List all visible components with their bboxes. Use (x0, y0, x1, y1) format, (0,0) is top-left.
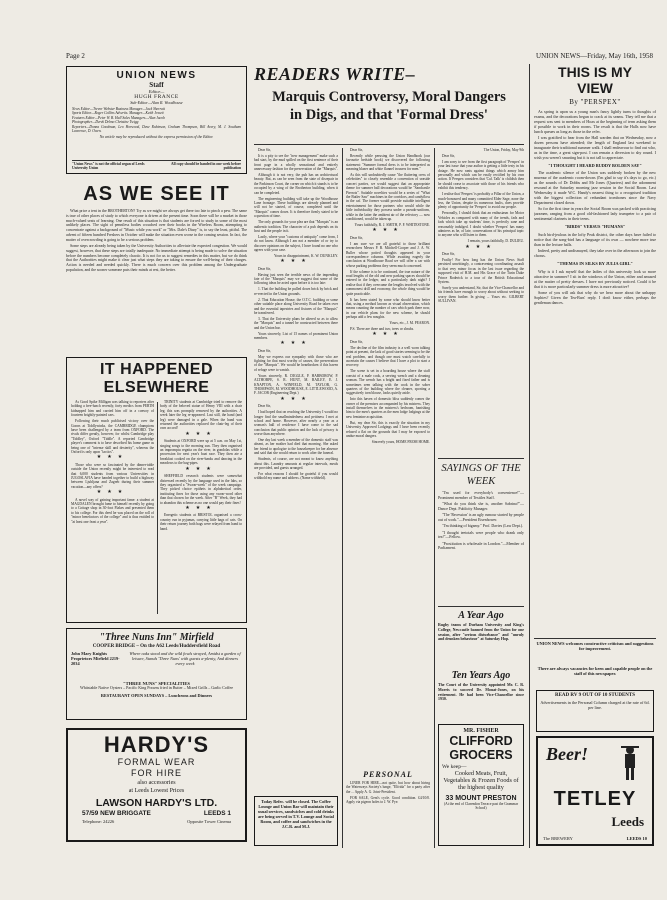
year-ago-text: Rugby teams of Durham University and King's College, Newcastle banned from the Union for one session, after "serious disturbance" and "unruly and drunken behaviour" at Saturday Hop. (438, 623, 524, 642)
grocer-items: Cooked Meats, Fruit, Vegetables & Frozen Foods of the highest quality (443, 770, 519, 792)
star-divider: ★★★ (372, 228, 404, 234)
hardys-phone-row (72, 819, 241, 827)
read-by-title: READ RV 9 OUT OF 10 STUDENTS (554, 693, 636, 698)
perspex-paragraph: Some of you will ask that why do we hear more about the unhappy Sophies? Given the Tea-Bars' reply. I don't know either, perhaps the gentleman dances. (534, 290, 656, 305)
letter-paragraph: As this will undoubtedly cause "the fluttering cress of celebrities" to closely resemble a convention of seaside concert parties, we would suggest that an appropriate theme for summer ball decorations would be "Sandcastle Pierrots". Suitable novelties would be a series of "What the Butler Saw" machines in the corridors, and candyfloss in the caf. The former would provide suitable intelligent entertainment for those partners who would while the little individuality they possess under a pseudo-uniform, while in the latter the ambient air of the refectory — now conditioned, would be taken up. (346, 173, 430, 222)
hardys-address: 57/59 NEW BRIGGATE (82, 810, 151, 817)
section-rule (534, 638, 656, 639)
grocer-address: 33 MOUNT PRESTON (445, 794, 517, 802)
letter-signature: Yours sincerely, List of 15 names of prominent Union members. (254, 331, 338, 340)
beer-script: Beer! (546, 744, 588, 764)
page-number: Page 2 (66, 52, 85, 60)
role-line: Reporters—Donna Goodman, Leo Horwood, Dave Robinson, Graham Thompson, Bill Avery, M. J. Southam Lawrence, D. Owen. (72, 124, 241, 134)
perspex-byline: By "PERSPEX" (569, 98, 621, 106)
letter-paragraph: 2. That Education House, the O.T.C. building or some other suitable place along University Road be taken over and the essential tapestries and fixtures of the "Marquis" be transferred. (254, 297, 338, 315)
tetley-city: Leeds (611, 814, 644, 829)
letter-signature: Yours faithfully, R. J. SMITH, P. F. WHITESTONE. (354, 223, 430, 227)
personal-column-ad (536, 690, 654, 732)
hardys-line1: FORMAL WEAR (117, 757, 196, 767)
saying: "I'm used for everybody's convenience!"—Prominent member of Textiles Staff. (438, 491, 524, 500)
personal-column (346, 770, 430, 848)
letter-paragraph: I realise that 'Perspex' is probably a Pillar of the Union, a much-honoured and many committed Elder Sage, none the less, the Union, despite its numerous faults, does provide plenty of opportunity for 'Perspex' to avoid our people. (438, 192, 524, 210)
elsewhere-item: Those who were so fascinated by the dinner-table outside the Union recently might be interested to read that 6,000 students from various Universities in JUGOSLAVIA have banded together to build a highway between Ljubljana and Zagreb during their summer vacation—any offers? (71, 462, 154, 489)
letters-column-3 (438, 148, 524, 456)
nuns-restaurant: RESTAURANT OPEN SUNDAYS – Luncheons and Dinners (100, 692, 213, 698)
editor-name: HUGH FRANCE (134, 94, 179, 100)
elsewhere-headline-1: IT HAPPENED (99, 361, 214, 378)
personal-ad: LINER FOR HIRE—not quite, but how about hiring the Waterways Society's barge, "Elfrida" for a party after the ... Apply A. G. Joint-President. (346, 781, 430, 794)
elsewhere-right-column (160, 400, 242, 618)
sayings-list (438, 491, 524, 553)
column-rule (434, 148, 435, 848)
nuns-title: "Three Nuns Inn" Mirfield (99, 632, 214, 643)
letter-paragraph: The scene is set in a boarding house where the staff consist of a male cook, a serving wench and a cleaning woman. The wench has a bright and fixed father and is sometimes seen talking with the cook in the sober quarters of the building where the cleaner, sporting a suggestively torn blouse, looks quietly aside. (346, 369, 430, 396)
letter-postscript: P.S. There are three and two, trees or shrubs. (350, 327, 415, 332)
elsewhere-headline-2: ELSEWHERE (103, 379, 210, 396)
editorial-paragraph: What price a tent in the BROTHERTON? Try as we might we always get there too late to pinch a pew. The same is true of other places of study to which everyone is driven at the present time. Soon there will be a market in those much-valued seats of learning. One result of this situation is that students are forced to study in some of the most unlikely places. The sight of penniless bodies crouched over their books in the Wireless Room, attempting to concentrate against a background of "Music while you work" or "Mrs. Dale's Diary" is, to say the least, pitiful. The advent of fifteen hundred Freshers in October will make the situation even worse in the coming session. In fact, the matter of overcrowding is going to be a serious problem. (66, 209, 247, 242)
grocer-name-1: CLIFFORD (449, 734, 513, 748)
letter-signature: Sincerely yours, HOME FROM HOME. (371, 439, 430, 444)
letter-signature: Yours, etc., J. M. PEARON. (389, 321, 430, 326)
hardys-ad (66, 728, 247, 842)
letter-paragraph: I had hoped that on reaching the University I would no longer find the smallmindedness and pettiness I met at school and home. However, after nearly a year as a woman's hall of residence I have come to the sad conclusion that public opinion and the lack of privacy is worse than anywhere. (254, 410, 338, 437)
letter-paragraph: The engineering building will take up the Woodhouse Lane frontage. These buildings are already planned and will not be started, of course, completed until the "Marquis" comes down. It is therefore firmly stated to be a question of time. (254, 196, 338, 219)
letter-dateline: The Union, Friday, May 9th (483, 148, 524, 152)
editorial-paragraph: Some steps are already being taken by the University Authorities to alleviate the expected congestion. We would suggest, however, that these steps are totally inadequate. No immediate attempt is being made to solve the situation before the numbers become completely chaotic. It is not for us to suggest remedies in this matter, but we do think that the Authorities might make it clear just what steps they are taking to ensure the well-being of their charges. Action is needed and needed quickly. There is much concern over this problem among the Undergraduate population, and the sooner someone puts their minds at rest, the better. (66, 244, 247, 273)
letter-paragraph: Having just seen the terrible news of the impending fate of the "Marquis" may we suggest that some of the following ideas be acted upon before it is too late: (254, 272, 338, 286)
letter-paragraph: But, my dear Sir, this is exactly the situation in my University Approved Lodgings and I have been recently refused a flat on the grounds that I may be exposed to undue moral dangers. (346, 420, 430, 438)
letter-signature: I remain, yours faithfully, D. DULIEU. (467, 239, 524, 244)
huntsman-icon (616, 744, 644, 784)
page-header (0, 52, 667, 62)
elsewhere-item: SHEFFIELD research students were somewhat distressed recently by the language used in the labs, so they organised a "Swear-week" of the week campaign. They picked choice epithets in alphabetical order, instituting fines for those using any swear-word other than that chosen for the week. After "B" Week, they had to abandon this scheme as no one would pay their fines! (160, 474, 242, 505)
letter-paragraph: Surely you understand, Sir, that the Vice-Chancellor and his friends have enough to worry about without seeking to worry them further. In giving ... Yours etc. GILBERT SULLIVAN. (438, 285, 524, 304)
nuns-menu: Whitstable Native Oysters – Pacific King Prawns fried in Butter – Mixed Grills – Garlic Coffee (79, 685, 234, 690)
perspex-paragraph: Such bird-jealous in the lofty Peak district, the other days have failed to notice that the song-bird has a language of its own — nowhere more true than in the lecture halls. (534, 231, 656, 247)
grocer-keep: We keep— (442, 764, 467, 770)
letter-paragraph: Personally, I should think that an enthusiasm for Motor Vehicles as compared with many of the trends, fads and fads which take up students' time, is perfectly sane and reasonably indulged. I doubt whether 'Perspex' has many admirers as he, of late, conversations of his principal topic to anyone who will listen to them. (438, 211, 524, 238)
perspex-title-2: VIEW (577, 80, 613, 96)
letter-paragraph: Recently while perusing the Union Handbook (our favourite bedside book) we discovered the following statement: "Summer formal dress is to be interpreted as meaning blazer and white flannel trousers for men." (346, 153, 430, 172)
staff-subtitle: Staff (149, 81, 164, 89)
column-rule (342, 148, 343, 848)
grocer-mr: MR. FISHER (463, 728, 499, 734)
issue-date: UNION NEWS—Friday, May 16th, 1958 (536, 52, 653, 60)
elsewhere-box (66, 357, 247, 623)
role-line: News Editor—Trevor Webster Business Manager—Jack Sherratt (72, 107, 165, 111)
perspex-paragraph: Indeed, pretty and undismayed, they take over in the afternoon to join the chorus. (534, 248, 656, 259)
staff-box (66, 66, 247, 174)
tetley-footer-right: LEEDS 10 (626, 836, 647, 841)
staff-title: UNION NEWS (116, 70, 197, 81)
nuns-specialities: "THREE NUNS" SPECIALITIES (123, 681, 190, 686)
star-divider: ★★★ (185, 466, 217, 472)
clifford-grocers-ad (438, 724, 524, 846)
perspex-subhead: "I THOUGHT I HEARD BUDDY BOLDEN SAY" (548, 162, 642, 168)
tetley-ad (536, 736, 654, 846)
perspex-paragraph: As spring is upon us a young man's fancy lightly turns to thoughts of exams, and the decorations begun to crack at its seams. They tell me that a request was sent to members of Hoax at the beginning of term asking them if possible to work in their rooms. The result is that the Halls now have lunch queues as long as those in the refec. (534, 110, 656, 134)
letters-headline-1: Marquis Controversy, Moral Dangers (272, 89, 506, 105)
staff-footer-right: All copy should be handed in one week before publication (170, 162, 241, 171)
letter-paragraph: Frailty! For how long has the Union News Staff persisted unwittingly, a contravening coordinating assault to that very minor focus in the last issue regarding the supposed visit of H.M. and His Grace of the Turin Duke Prince Roderick to a tour of the British Educational System. (438, 257, 524, 284)
sayings-title: SAYINGS OF THE WEEK (441, 463, 521, 487)
hardys-title: HARDY'S (103, 732, 210, 757)
letter-paragraph: I am sorry to see from the first paragraph of 'Perspex' in your last issue that your author is getting a little testy in his dotage. He now rants against things which annoy him personally and which can be easily rectified by his own action. If Perspex considers that 'Caf. Talk' is childish then he should cease to associate with those of his friends who exhibit this tendency. (438, 159, 524, 191)
letters-header (254, 64, 524, 142)
staff-footer-left: "Union News" is not the official organ of Leeds University Union (72, 162, 145, 171)
nuns-middle (71, 651, 242, 681)
hardys-line4: at Leeds Lowest Prices (128, 788, 185, 794)
tetley-brand: TETLEY (553, 788, 637, 810)
star-divider: ★★★ (280, 259, 312, 265)
letter-paragraph: It has been stated by some who should know better that, using a method known as visual observation, which means counting the number of cars which park there now, in our vehicle plans for the new scheme, he should perhaps add a few noughts. (346, 297, 430, 320)
letter-salutation: Dear Sir, (258, 348, 271, 353)
perspex-paragraph: The academic silence of the Union was suddenly broken by the new murmur of the academic room-downs (I'm glad to say it's days to go, etc.) as the sounds of Dr Dobbs and Mr Jones (Quarters) and the adornment resound at the Saturday morning jazz session in the Social Room. Last Wednesday it made W.C. Handy's nearest thing to a recognised tradition with the biggest collection of redundant trombones since the Navy Department closed down. (534, 170, 656, 205)
perspex-subhead: "THEMAS IN SILKS BY JULIA GIRL" (557, 260, 633, 266)
letter-paragraph: Although it is not very, the pub has an architectural beauty. But, as can be seen from the state of disrepair in the Parkinson Court, the corner on which it stands is to be occupied by a wing of the Brotherton building, when it can be completed. (254, 173, 338, 195)
star-divider: ★★★ (465, 244, 497, 250)
column-rule (529, 64, 530, 848)
nuns-verse: Where oaks stood and the wild fowls strayed, Amidst a garden of leisure, Stands 'Three Nuns' with guests a-plenty, And dinners every week (129, 651, 241, 667)
letter-salutation: Dear Sir, (258, 148, 271, 152)
perspex-paragraph: So for the first time in years the Social Room was packed with practicing jazzmen, ranging from a good old-fashioned lady trumpeter to a pair of sentimental clarinets in their teens. (534, 206, 656, 222)
perspex-column (534, 64, 656, 636)
letters-headline-2: in Digs, and that 'Formal Dress' (290, 107, 488, 123)
letter-paragraph: Into this haven of domestic bliss suddenly comes the owner of the premises accompanied by his mistress. They install themselves in the mistress's bedroom, banishing him to the men's quarters as the men lodge lodgings at the new feminine acquisition. (346, 397, 430, 419)
elsewhere-item: TRINITY students at Cambridge tried to remove the body of the beloved statue of Henry VIII with a chair leg; this was promptly removed by the authorities. A week later the leg re-appeared. Last still, the hand (and leg) were damaged in a gale. When the hand was returned the authorities replaced the chair-leg of their own accord! (160, 400, 242, 431)
letter-paragraph: I am sure we are all grateful to those brilliant researchers Messrs P. B. Mitchell-Cooper and J. A. W. Buller whose potted thoughts appeared in your correspondence columns. While awaiting eagerly the conclusion at Woodhouse Road we will offer a car with whose parking problems they seem much concerned. (346, 241, 430, 268)
role-line: Features Editor—Peter W. B. Hall Sales Managers—Alan Jacob (72, 115, 165, 120)
ten-years-title: Ten Years Ago (451, 670, 511, 681)
letter-paragraph: The only grounds for your plea are that "Marquis" is an authentic tradition. The character of a pub depends on its host and the people in it. (254, 220, 338, 233)
letter-signature: Yours sincerely, R. DIGGLE, P. HARBOROW, P. ALTHORPE, S. R. HUNT, M. BAILEY, E. J. KNAPTON, A. WINFIELD, M. TAYLOR, G. THOMPSON, M. WOODHOUSE, E. LITTLEWOOD, A. F. JACOB (Engineering Dept.) (254, 373, 338, 396)
saying: "Prostitution is wholesale in London."—Member of Parliament. (438, 541, 524, 551)
star-divider: ★★★ (280, 341, 312, 347)
star-divider: ★★★ (96, 455, 129, 461)
elsewhere-item: Students at OXFORD were up at 5 a.m. on May 1st, singing songs to the morning sun. They then organised an impromptu regatta on the river, in gondolas while a procession for next year's boat race. They then ate a breakfast cooked on the river-banks and dancing in the meadows to the bag-pipes. (160, 439, 242, 466)
elsewhere-item: Energetic students at BRISTOL organised a cross-country run in pyjamas, carrying little bags of cats. On their return journey both bags were relayed from hand to hand. (160, 513, 242, 531)
letter-paragraph: 1. That the building be pulled down brick by brick and re-erected in the Union grounds. (254, 287, 338, 296)
three-nuns-ad (66, 628, 247, 720)
nuns-proprietors: John Mary Knights Proprietors Mirfield 2219-2034 (71, 651, 120, 667)
grocer-note: (At the end of Clarendon Terrace past the Grammar School) (443, 801, 519, 810)
letter-paragraph: One day last week a member of the domestic staff was absent, as her mother had died that morning. She asked her friend to apologise to the housekeeper for her absence and said that she would return to work after the funeral. (254, 438, 338, 456)
elsewhere-item: As Good Spike Milligan was talking to reporters after holding a free-lunch recently, forty medics from PERTH kidnapped him and carried him off in a convoy of fourteen brightly-painted cars. (71, 400, 154, 418)
year-ago (438, 610, 524, 670)
ten-years-text: The Court of the University appointed Mr. C. R. Morris to succeed Dr. Mouat-Jones, on his retirement. He had been Vice-Chancellor since 1930. (438, 683, 524, 702)
hardys-phone: Telephone: 24226 (82, 819, 115, 824)
letter-paragraph: 3. That the University plans be altered so as to allow the "Marquis" and a tunnel be constructed between there and the Union bar. (254, 316, 338, 330)
hardys-line3: also accessories (137, 780, 176, 786)
hardys-line2: FOR HIRE (130, 768, 182, 778)
personal-ad: FOR SALE, Gent's cycle. Good condition. £4/10/0. Apply via pigeon holes to J. W. Pye. (346, 795, 430, 805)
staff-disclaimer: No article may be reproduced without the express permission of the Editor. (99, 135, 214, 140)
letters-column-1 (254, 148, 338, 790)
star-divider: ★★★ (280, 396, 312, 402)
saying: "The 'Recession' is an ugly rumour started by people out of work."—President Eisenhower. (438, 513, 524, 522)
letter-paragraph: For what reasons I should be grateful if you would withhold my name and address. (Name withheld). (254, 471, 338, 481)
sayings-of-the-week (438, 462, 524, 602)
hardys-company: LAWSON HARDY'S LTD. (95, 797, 218, 809)
column-rule (157, 402, 158, 614)
saying: "I'm thinking of bigamy." Prof. Davies (Law Dept.). (442, 524, 524, 529)
letter-salutation: Dear Sir, (350, 235, 363, 240)
hardys-address-row (72, 810, 241, 819)
personal-ads (346, 781, 430, 806)
elsewhere-item: Following their much publicised victory over the Goons at Tiddlywinks, the CAMBRIDGE champions have been challenged by a team from OXFORD. The rivals differ greatly, however, for whilst Cambridge play "Tiddley", Oxford "Tiddle". A reported Cambridge player's comment is to have described his home game as being one of "intense skill and dexterity", whereas the Oxford is only upon "tactics". (71, 419, 154, 454)
elsewhere-left-column (71, 400, 154, 618)
editor-label: Editor— (148, 89, 165, 94)
perspex-title-1: THIS IS MY (558, 64, 632, 80)
perspex-paragraph: Why is it I ask myself that the ladies of this university look so more attractive in summer? I sit in the windows of the Union, either and amused at the matter of pretty dresses. I have not previously noticed. Could it be that it is more particularly summer dress is more attractive? (534, 268, 656, 289)
refec-notice (254, 796, 338, 846)
nuns-subtitle: COOPER BRIDGE – On the A62 Leeds/Huddersfield Road (92, 644, 221, 649)
hardys-city: LEEDS 1 (203, 810, 231, 817)
letter-paragraph: Students, of course, are not meant to know anything about this. Laundry amounts at regular intervals, meals are provided, and guests arranged. (254, 457, 338, 470)
letter-salutation: Dear Sir, (258, 266, 271, 271)
letter-paragraph: If the scheme is to be continued, the true nature of the road lengths of the old and new parking spaces should be entered in the ledger, and a particularly dark night? I realise that if they overcame the lengths involved with the commonest drill and economy, the whole thing would be quite practicable. (346, 269, 430, 296)
editorial-body (66, 209, 247, 274)
letters-column-2 (346, 148, 430, 768)
read-by-text: Advertisements in the Personal Column charged at the rate of 6d. per line. (540, 700, 650, 710)
star-divider: ★★★ (96, 490, 129, 496)
editorial (66, 182, 247, 354)
saying: "What do you think she is, another Sabrina?"—Dance Dept. Publicity Manager. (438, 502, 524, 511)
role-line: Photographer—Derek Delmo Christine Twigg (72, 120, 139, 125)
year-ago-title: A Year Ago (458, 610, 504, 621)
elsewhere-item: A novel way of gaining important fame: a student at MAGDALEN brought fame to himself recently by going to a Cottage shop in 30-foot Flakes and presented them to his college. For this deed he was placed on the roll of "minor benefactors of the college" and is thus entitled to "at least one feast a year". (71, 497, 154, 524)
star-divider: ★★★ (372, 332, 404, 338)
saying: "I thought teetotals were people who drank only tea!"—Fellow. (438, 530, 524, 540)
refec-notice-text: Today Refec. will be closed. The Coffee Lounge and Union Bar will maintain their usual services, sandwiches and cold drinks are being served in T.V. Lounge and Social Room, and coffee and sandwiches in the J.C.R. and M.J. (258, 799, 334, 829)
section-rule (438, 458, 524, 459)
staff-roles (72, 107, 241, 133)
perspex-paragraph: I was gratified to hear from the Hall warden that on Wednesday, now a dozen persons have attended; the length of England last weekend to inaugurate their traditional summer walk. I shall endeavour to find out who, as in the time, a great sign-post. I can remain a diversion to shy round. I wish you weren't smarting but it is not tall to appreciate. (534, 135, 656, 160)
perspex-body (534, 110, 656, 307)
tetley-footer-left: The BREWERY (543, 836, 573, 841)
hardys-opposite: Opposite Tower Cinema (187, 819, 231, 824)
ten-years-ago (438, 670, 524, 722)
letter-paragraph: May we express our sympathy with those who are fighting for that most worthy of causes, the preservation of the "Marquis". We would be heartbroken if this haven of refuge were to vanish. (254, 354, 338, 372)
letter-paragraph: The decline of the film industry is a well worn talking point at present, the lack of good stories seeming to be the real problem, and though one must watch carefully to ascertain the causes I believe that I have a plot to start a recovery. (346, 345, 430, 368)
vacancies-notice: There are always vacancies for keen and capable people on the staff of this newspaper. (537, 666, 653, 677)
letter-salutation: Dear Sir, (350, 339, 363, 344)
perspex-subhead: "BIRDS" VERSUS "HUMANS" (564, 224, 626, 230)
letter-signature: Yours in disappointment, K. W. DUNKLEY. (274, 253, 338, 258)
personal-title: PERSONAL (363, 770, 413, 779)
editorial-headline: AS WE SEE IT (83, 183, 230, 205)
grocer-name-2: GROCERS (449, 748, 513, 762)
letter-salutation: Dear Sir, (442, 153, 455, 158)
letter-salutation: Dear Sir, (258, 404, 271, 409)
letter-salutation: Dear Sir, (442, 252, 455, 257)
star-divider: ★★★ (185, 505, 217, 511)
letter-salutation: Dear Sir, (350, 148, 363, 152)
role-line: Sports Editor—Roger Collins Advertis. Manager—Keith Jowett (72, 111, 164, 116)
letter-paragraph: Lastly, where your "customs of antiquity" come from, I do not know. Although I am not a member of or try to discover opinions on the subject, I have found no one who agrees with your case. (254, 234, 338, 253)
welcome-notice: UNION NEWS welcomes constructive criticism and suggestions for improvement. (536, 641, 654, 652)
letter-paragraph: It is a pity to see the "new management" make such a bad start, by the mud spilled on the first sentence of their front page in a wholly sensational and entirely unnecessary fashion for the preservation of the "Marquis". (254, 153, 338, 172)
section-rule (438, 606, 524, 607)
staff-footer (72, 160, 241, 170)
letters-kicker: READERS WRITE– (254, 64, 416, 84)
headline-rule (254, 144, 524, 145)
star-divider: ★★★ (185, 431, 217, 437)
sub-editor: Sub-Editor—Alan R. Woodhouse (130, 100, 183, 105)
